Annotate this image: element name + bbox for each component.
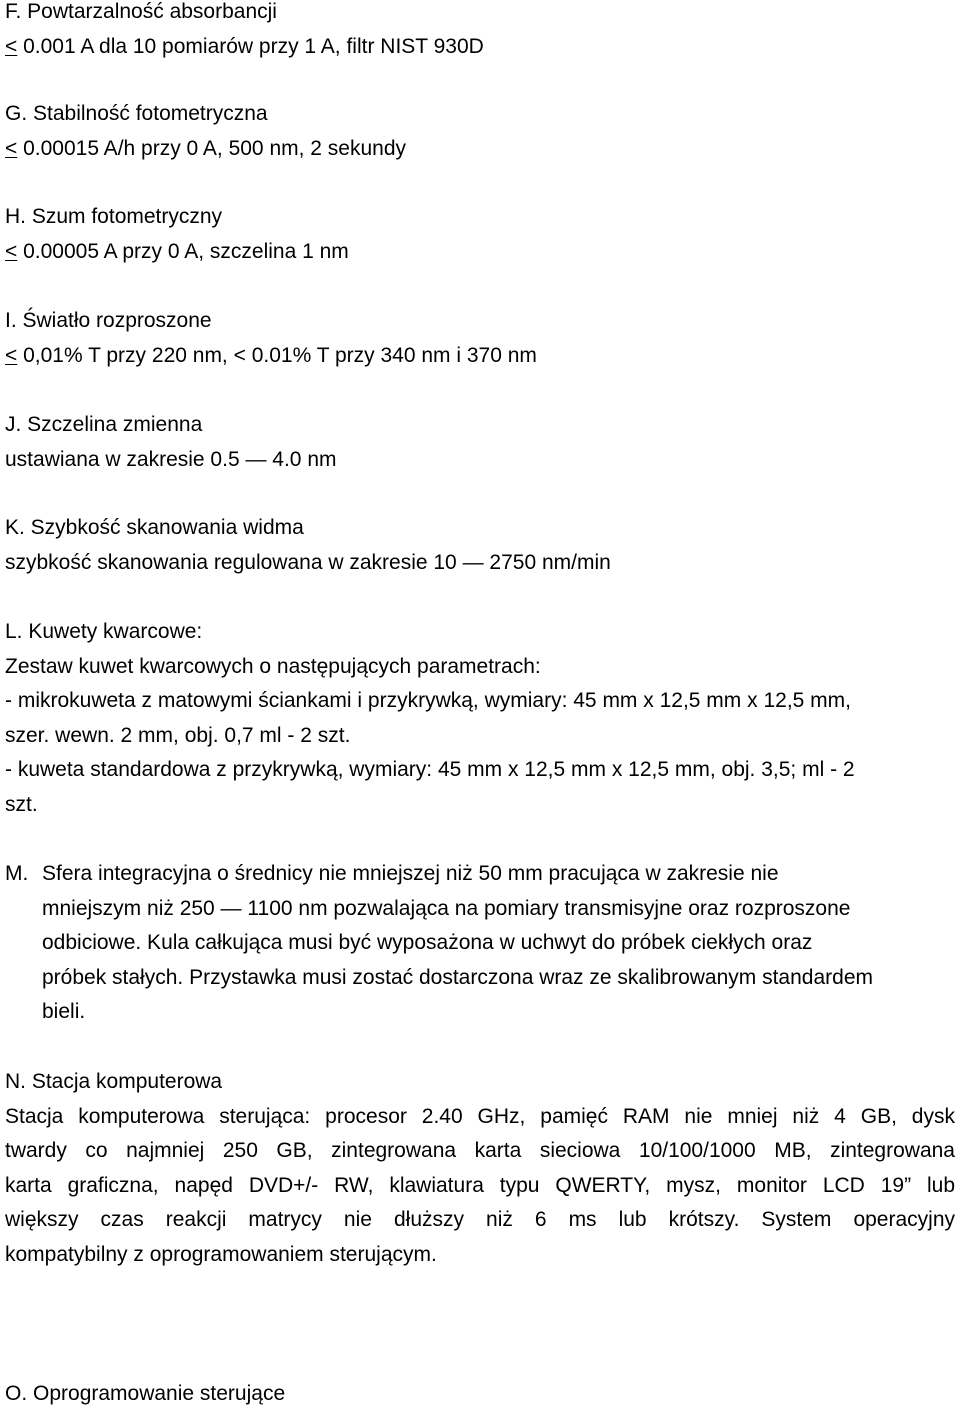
section-m-line: mniejszym niż 250 — 1100 nm pozwalająca na pomiary transmisyjne oraz rozproszone <box>42 896 851 920</box>
section-n-line: kompatybilny z oprogramowaniem sterującym. <box>5 1242 437 1266</box>
section-i-heading: I. Światło rozproszone <box>5 309 212 332</box>
less-equal-sign: < <box>5 343 18 367</box>
section-n-line: karta graficzna, napęd DVD+/- RW, klawiatura typu QWERTY, mysz, monitor LCD 19” lub <box>5 1173 955 1197</box>
section-m-line: bieli. <box>42 1000 86 1023</box>
section-m-line: próbek stałych. Przystawka musi zostać dostarczona wraz ze skalibrowanym standardem <box>42 965 873 989</box>
section-o <box>5 1377 955 1412</box>
section-m-label: M. <box>5 862 29 885</box>
section-j-heading: J. Szczelina zmienna <box>5 413 203 436</box>
section-n-line: twardy co najmniej 250 GB, zintegrowana karta sieciowa 10/100/1000 MB, zintegrowana <box>5 1139 955 1162</box>
section-n <box>5 1065 955 1272</box>
section-l <box>5 615 955 822</box>
less-equal-sign: < <box>5 136 18 160</box>
less-equal-sign: < <box>5 239 18 263</box>
section-o-heading: O. Oprogramowanie sterujące <box>5 1382 286 1405</box>
section-f-value-text: 0.001 A dla 10 pomiarów przy 1 A, filtr NIST 930D <box>17 34 484 58</box>
section-g-value-text: 0.00015 A/h przy 0 A, 500 nm, 2 sekundy <box>17 136 407 160</box>
section-k-heading: K. Szybkość skanowania widma <box>5 516 304 539</box>
section-n-line: większy czas reakcji matrycy nie dłuższy niż 6 ms lub krótszy. System operacyjny <box>5 1208 955 1231</box>
section-g <box>5 97 955 166</box>
section-l-line: - mikrokuweta z matowymi ściankami i przykrywką, wymiary: 45 mm x 12,5 mm x 12,5 mm, <box>5 689 851 712</box>
section-g-heading: G. Stabilność fotometryczna <box>5 102 268 125</box>
section-f-value <box>5 30 955 65</box>
section-h-value-text: 0.00005 A przy 0 A, szczelina 1 nm <box>17 239 349 263</box>
section-j-value: ustawiana w zakresie 0.5 — 4.0 nm <box>5 447 337 471</box>
section-m-line: odbiciowe. Kula całkująca musi być wyposażona w uchwyt do próbek ciekłych oraz <box>42 931 813 954</box>
section-k <box>5 511 955 580</box>
section-h <box>5 200 955 269</box>
section-m-line: Sfera integracyjna o średnicy nie mniejszej niż 50 mm pracująca w zakresie nie <box>42 862 779 885</box>
section-i-value-text: 0,01% T przy 220 nm, < 0.01% T przy 340 nm i 370 nm <box>17 343 537 367</box>
section-m-body <box>42 857 955 1030</box>
section-f <box>5 0 955 64</box>
section-j <box>5 408 955 477</box>
section-h-heading: H. Szum fotometryczny <box>5 205 223 228</box>
section-h-value <box>5 235 955 270</box>
section-g-value <box>5 132 955 167</box>
section-k-value: szybkość skanowania regulowana w zakresie 10 — 2750 nm/min <box>5 550 611 574</box>
section-n-heading: N. Stacja komputerowa <box>5 1070 223 1093</box>
section-l-heading: L. Kuwety kwarcowe: <box>5 620 203 643</box>
section-m <box>5 857 955 1030</box>
section-l-line: - kuweta standardowa z przykrywką, wymiary: 45 mm x 12,5 mm x 12,5 mm, obj. 3,5; ml - 2 <box>5 758 855 781</box>
section-f-heading: F. Powtarzalność absorbancji <box>5 0 277 23</box>
section-i-value <box>5 339 955 374</box>
section-i <box>5 304 955 373</box>
section-l-line: szt. <box>5 792 38 816</box>
section-m-paragraph <box>5 857 955 1030</box>
less-equal-sign: < <box>5 34 18 58</box>
section-l-line: szer. wewn. 2 mm, obj. 0,7 ml - 2 szt. <box>5 723 351 747</box>
section-n-line: Stacja komputerowa sterująca: procesor 2.40 GHz, pamięć RAM nie mniej niż 4 GB, dysk <box>5 1104 955 1128</box>
section-l-line: Zestaw kuwet kwarcowych o następujących parametrach: <box>5 654 541 678</box>
